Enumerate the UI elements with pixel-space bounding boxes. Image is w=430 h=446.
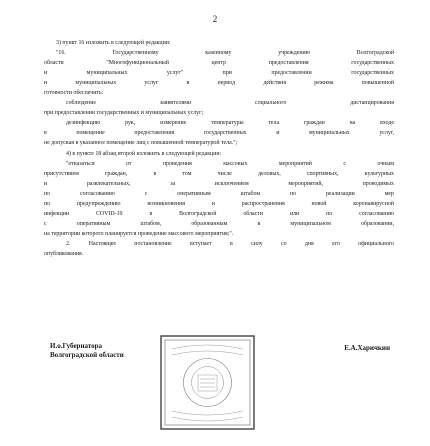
document-body <box>44 38 394 259</box>
text-line: не допуская в указанное помещение лиц с повышенной температурой тела."; <box>44 140 238 147</box>
signatory-title-line1: И.о.Губернатора <box>50 342 103 350</box>
page-number: 2 <box>212 14 218 24</box>
text-line: области "Многофункциональный центр предоставления государственных <box>44 60 394 67</box>
signature-block <box>50 335 390 435</box>
text-line: инфекции COVID-19 в Волгоградской области или по согласованию <box>44 210 394 217</box>
text-line: при предоставлении государственных и муниципальных услуг; <box>44 110 204 117</box>
text-line: 4) в пункте 18 абзац второй изложить в следующей редакции: <box>66 150 222 157</box>
text-line: по предупреждению возникновения и распространения новой коронавирусной <box>44 200 394 207</box>
text-line: соблюдение заявителями социального дистанцирования <box>66 100 394 107</box>
text-line: опубликования. <box>44 250 84 257</box>
text-line: и муниципальных услуг" при предоставлении государственных <box>44 70 394 77</box>
text-line: 3) пункт 16 изложить в следующей редакции: <box>56 40 171 46</box>
text-line: дезинфекцию рук, измерение температуры тела граждан на входе <box>66 120 394 127</box>
text-line: 2. Настоящее постановление вступает в силу со дня его официального <box>66 240 394 247</box>
text-line: в помещение предоставления государственных и муниципальных услуг, <box>44 130 394 137</box>
text-line: готовности обеспечить: <box>44 90 104 97</box>
signatory-title <box>50 342 170 360</box>
text-line: на территории которого планируется проведение массового мероприятия;". <box>44 230 234 237</box>
signatory-title-line2: Волгоградской области <box>50 351 124 359</box>
text-line: с оперативным штабом, образованным в муниципальном образовании, <box>44 220 394 227</box>
text-line: по согласованию с оперативным штабом по реализации мер <box>44 190 394 197</box>
text-line: "16. Государственному казенному учреждению Волгоградской <box>56 50 394 57</box>
official-seal-icon <box>160 335 255 430</box>
signatory-name: Е.А.Харичкин <box>344 344 390 352</box>
text-line: и развлекательных, за исключением мероприятий, проводимых <box>44 180 394 187</box>
text-line: "отказаться от проведения массовых мероприятий с очным <box>66 160 394 167</box>
text-line: и муниципальных услуг в период действия режима повышенной <box>44 80 394 87</box>
text-line: присутствием граждан, в том числе деловых, спортивных, культурных <box>44 170 394 177</box>
